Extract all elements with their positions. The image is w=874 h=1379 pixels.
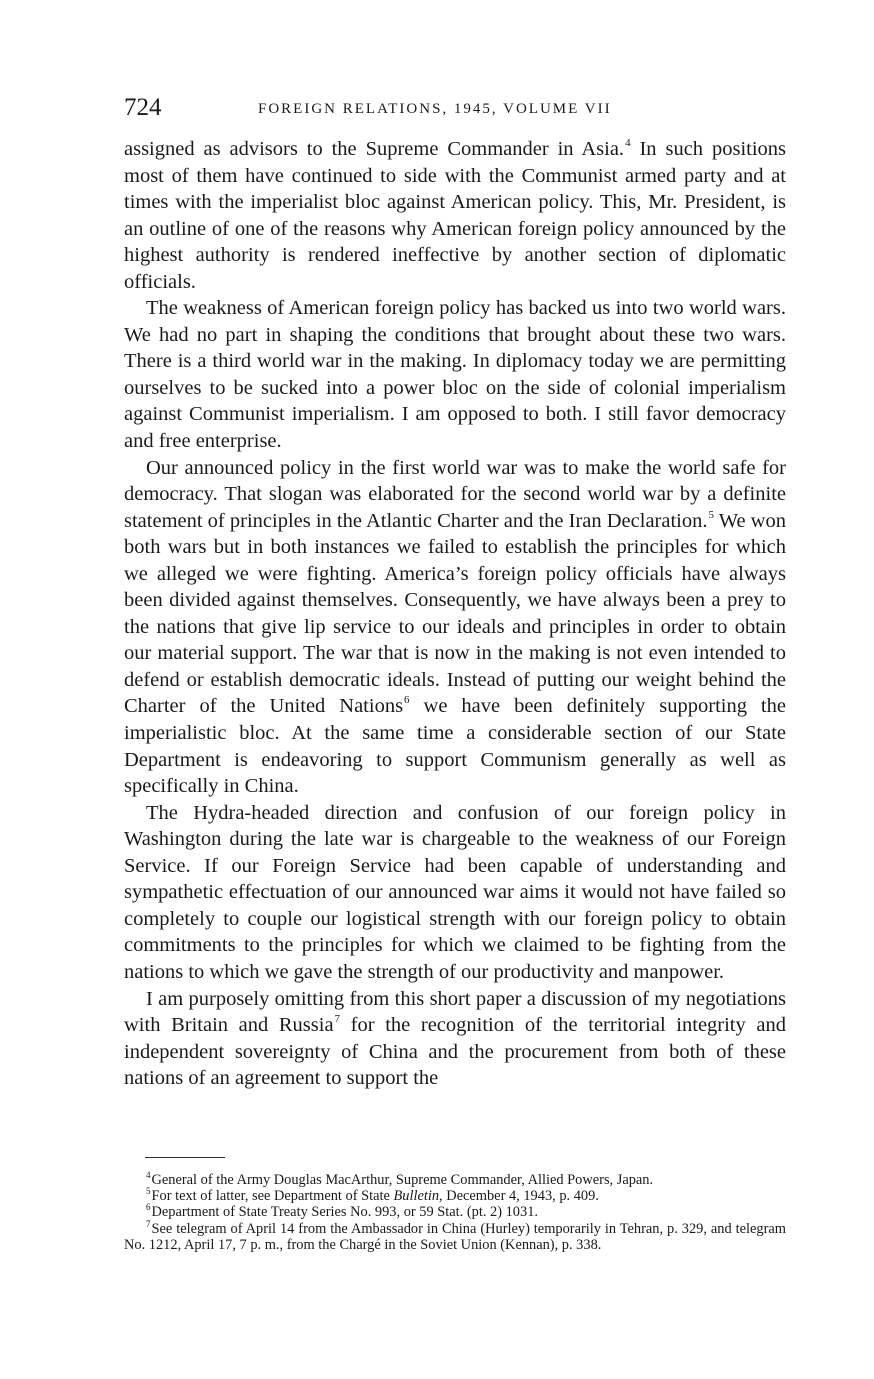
paragraph-5-text-b: for the recognition of the territorial integrity and independent sovereignty of China and the procurement from both of these nations of an agreement to support the [124,1014,786,1090]
footnote-5-text-post: , December 4, 1943, p. 409. [439,1188,599,1205]
paragraph-3 [124,455,786,800]
paragraph-1-text-b: In such positions most of them have continued to side with the Communist armed party and at times with the imperialist bloc against American policy. This, Mr. President, is an outline of one of the reasons why American foreign policy announced by the highest authority is rendered ineffective by another section of diplomatic officials. [124,138,787,293]
footnote-5-italic: Bulletin [393,1188,440,1205]
footnote-mark-5: 5 [146,1186,151,1197]
running-title: FOREIGN RELATIONS, 1945, VOLUME VII [258,101,612,117]
footnote-7-text: See telegram of April 14 from the Ambassador in China (Hurley) temporarily in Tehran, p. 329, and telegram No. 1212, April 17, 7 p. m., from the Chargé in the Soviet Union (Kennan), p. 338. [124,1220,786,1253]
footnote-ref-5: 5 [708,508,714,521]
body-text [124,136,786,1092]
paragraph-5 [124,986,786,1092]
footnote-mark-4: 4 [146,1170,151,1180]
running-head [124,93,786,125]
footnote-4 [124,1172,786,1188]
footnote-5-text-pre: For text of latter, see Department of State [151,1188,394,1205]
footnote-4-text: General of the Army Douglas MacArthur, Supreme Commander, Allied Powers, Japan. [151,1172,654,1188]
footnote-ref-6: 6 [404,694,410,707]
footnote-mark-7: 7 [146,1218,151,1229]
paragraph-1 [124,136,786,295]
paragraph-5-text-a: I am purposely omitting from this short paper a discussion of my negotiations with Britain and Russia [124,987,786,1037]
page-number: 724 [124,94,162,121]
footnote-6-text: Department of State Treaty Series No. 993, or 59 Stat. (pt. 2) 1031. [151,1204,538,1221]
footnotes [124,1172,786,1253]
paragraph-2: The weakness of American foreign policy has backed us into two world wars. We had no part in shaping the conditions that brought about these two wars. There is a third world war in the making. In diplomacy today we are permitting ourselves to be sucked into a power bloc on the side of colonial imperialism against Communist imperialism. I am opposed to both. I still favor democracy and free enterprise. [124,297,786,453]
footnote-5 [124,1188,786,1204]
footnote-mark-6: 6 [146,1202,151,1213]
paragraph-3-text-a: Our announced policy in the first world war was to make the world safe for democracy. That slogan was elaborated for the second world war by a definite statement of principles in the Atlantic Charter and the Iran Declaration. [124,456,786,532]
paragraph-3-text-b: We won both wars but in both instances we failed to establish the principles for which we alleged we were fighting. America’s foreign policy officials have always been divided against themselves. Consequently, we have always been a prey to the nations that give lip service to our ideals and principles in order to obtain our material support. The war that is now in the making is not even intended to defend or establish democratic ideals. Instead of putting our weight behind the Charter of the United Nations [124,509,786,718]
footnote-7 [124,1218,786,1253]
paragraph-4: The Hydra-headed direction and confusion of our foreign policy in Washington during the late war is chargeable to the weakness of our Foreign Service. If our Foreign Service had been capable of understanding and sympathetic effectuation of our announced war aims it would not have failed so completely to couple our logistical strength with our foreign policy to obtain commitments to the principles for which we claimed to be fighting from the nations to which we gave the strength of our productivity and manpower. [124,801,786,983]
footnote-ref-4: 4 [625,137,631,149]
paragraph-3-text-c: we have been definitely supporting the imperialistic bloc. At the same time a considerable section of our State Department is endeavoring to support Communism generally as well as specifically in China. [124,695,786,798]
footnote-divider [145,1157,225,1158]
paragraph-1-text-a: assigned as advisors to the Supreme Commander in Asia. [124,138,625,160]
footnote-ref-7: 7 [334,1013,341,1026]
footnote-6 [124,1204,786,1220]
